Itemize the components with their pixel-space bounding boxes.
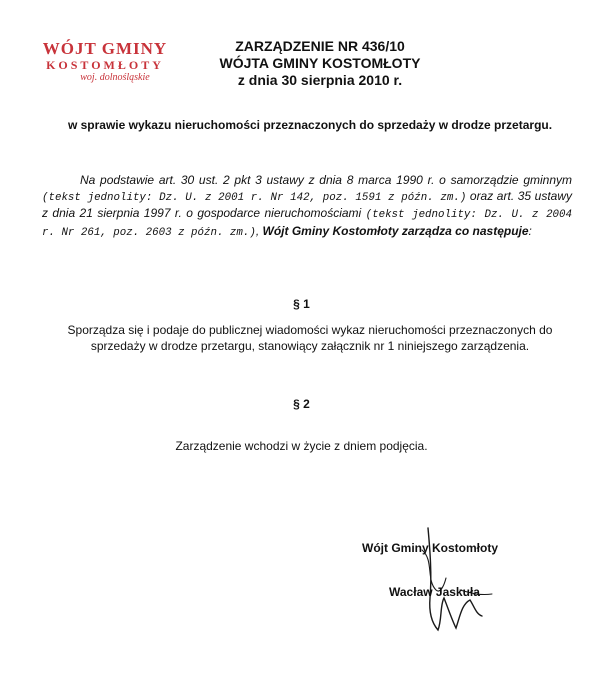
legal-basis-sep: , bbox=[255, 223, 263, 238]
stamp-line-2: KOSTOMŁOTY bbox=[46, 58, 164, 72]
section-1-title: § 1 bbox=[293, 297, 310, 311]
stamp-line-1: WÓJT GMINY bbox=[42, 39, 168, 58]
signatory-name: Wacław Jaskuła bbox=[389, 585, 480, 599]
document-subject: w sprawie wykazu nieruchomości przeznaczonych do sprzedaży w drodze przetargu. bbox=[67, 118, 553, 132]
heading-date: z dnia 30 sierpnia 2010 r. bbox=[237, 72, 403, 88]
document-heading bbox=[190, 38, 450, 89]
decree-colon: : bbox=[528, 223, 532, 238]
legal-basis-part-1: Na podstawie art. 30 ust. 2 pkt 3 ustawy z dnia 8 marca 1990 r. o samorządzie gminnym bbox=[80, 173, 572, 187]
section-2-text: Zarządzenie wchodzi w życie z dniem podjęcia. bbox=[175, 439, 428, 453]
heading-authority: WÓJTA GMINY KOSTOMŁOTY bbox=[219, 55, 421, 71]
heading-title: ZARZĄDZENIE NR 436/10 bbox=[235, 38, 405, 54]
signatory-office: Wójt Gminy Kostomłoty bbox=[362, 541, 498, 555]
decree-clause: Wójt Gminy Kostomłoty zarządza co następuje bbox=[262, 223, 529, 238]
legal-citation-1: (tekst jednolity: Dz. U. z 2001 r. Nr 142, poz. 1591 z późn. zm.) bbox=[42, 191, 467, 204]
section-2-title: § 2 bbox=[293, 397, 310, 411]
section-1-text: Sporządza się i podaje do publicznej wiadomości wykaz nieruchomości przeznaczonych do sprzedaży w drodze przetargu, stanowiący załącznik nr 1 niniejszego zarządzenia. bbox=[67, 323, 553, 353]
stamp-line-3: woj. dolnośląskie bbox=[80, 72, 150, 83]
legal-basis-paragraph bbox=[42, 173, 572, 241]
legal-citation-2: (tekst jednolity: Dz. U. z 2004 r. Nr 261, poz. 2603 z późn. zm.) bbox=[42, 209, 572, 239]
legal-basis-part-2: oraz art. 35 ustawy z dnia 21 sierpnia 1997 r. o gospodarce nieruchomościami bbox=[42, 188, 572, 220]
office-stamp bbox=[30, 40, 180, 84]
